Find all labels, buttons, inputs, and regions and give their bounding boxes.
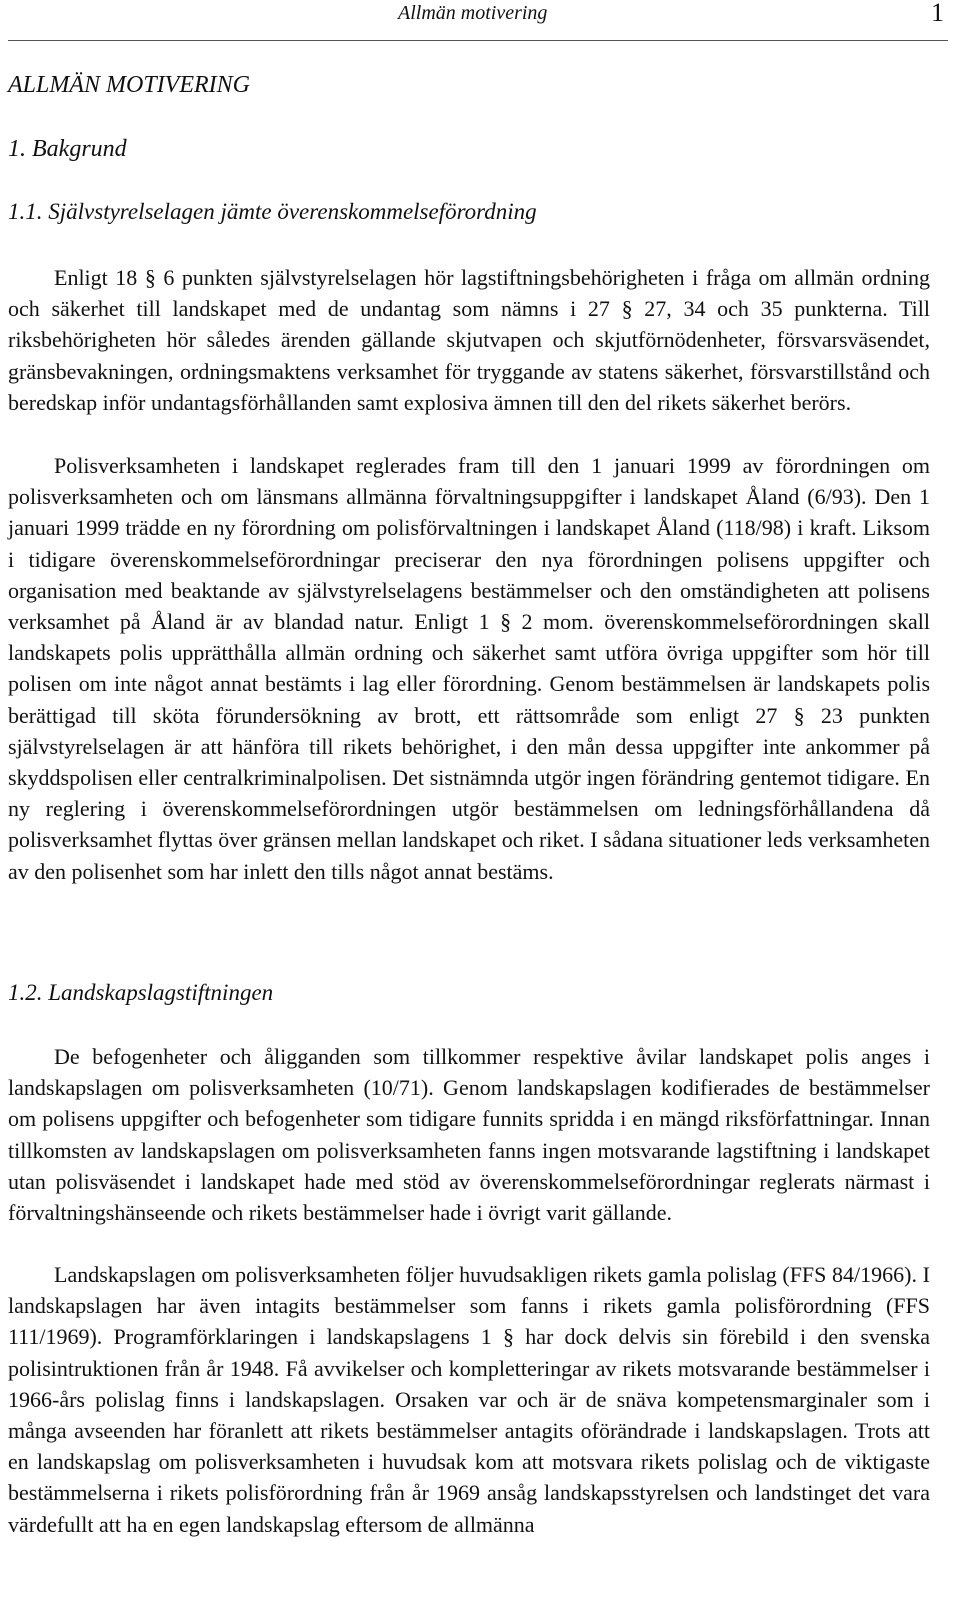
subsection-heading-2: 1.2. Landskapslagstiftningen <box>8 980 274 1005</box>
section-heading: 1. Bakgrund <box>8 136 127 162</box>
paragraph: Enligt 18 § 6 punkten självstyrelselagen hör lagstiftningsbehörigheten i fråga om allmän ordning och säkerhet till landskapet med de undantag som nämns i 27 § 27, 34 och 35 punkterna. Till riksbehörigheten hör således ärenden gällande skjutvapen och skjutförnödenheter, försvarsväsendet, gränsbevakningen, ordningsmaktens verksamhet för tryggande av statens säkerhet, försvarstillstånd och beredskap inför undantagsförhållanden samt explosiva ämnen till den del rikets säkerhet berörs. <box>8 265 930 415</box>
subsection-heading-1: 1.1. Självstyrelselagen jämte överenskommelseförordning <box>8 199 537 224</box>
running-title: Allmän motivering <box>398 2 548 24</box>
paragraph: Polisverksamheten i landskapet reglerades fram till den 1 januari 1999 av förordningen om polisverksamheten och om länsmans allmänna förvaltningsuppgifter i landskapet Åland (6/93). Den 1 januari 1999 trädde en ny förordning om polisförvaltningen i landskapet Åland (118/98) i kraft. Liksom i tidigare överenskommelseförordningar preciserar den nya förordningen polisens uppgifter och organisation med beaktande av självstyrelselagens bestämmelser och den omständigheten att polisens verksamhet på Åland är av blandad natur. Enligt 1 § 2 mom. överenskommelseförordningen skall landskapets polis upprätthålla allmän ordning och säkerhet samt utföra övriga uppgifter som hör till polisen om inte något annat bestämts i lag eller förordning. Genom bestämmelsen är landskapets polis berättigad till sköta förundersökning av brott, ett rättsområde som enligt 27 § 23 punkten självstyrelselagen är att hänföra till rikets behörighet, i den mån dessa uppgifter inte ankommer på skyddspolisen eller centralkriminalpolisen. Det sistnämnda utgör ingen förändring gentemot tidigare. En ny reglering i överenskommelseförordningen utgör bestämmelsen om ledningsförhållandena då polisverksamhet flyttas över gränsen mellan landskapet och riket. I sådana situationer leds verksamheten av den polisenhet som har inlett den tills något annat bestäms. <box>8 453 930 884</box>
paragraph: De befogenheter och åligganden som tillkommer respektive åvilar landskapet polis anges i landskapslagen om polisverksamheten (10/71). Genom landskapslagen kodifierades de bestämmelser om polisens uppgifter och befogenheter som tidigare funnits spridda i en mängd riksförfattningar. Innan tillkomsten av landskapslagen om polisverksamheten fanns ingen motsvarande lagstiftning i landskapet utan polisväsendet i landskapet hade med stöd av överenskommelseförordningar reglerats närmast i förvaltningshänseende och rikets bestämmelser hade i övrigt varit gällande. <box>8 1044 930 1226</box>
paragraph: Landskapslagen om polisverksamheten följer huvudsakligen rikets gamla polislag (FFS 84/1966). I landskapslagen har även intagits bestämmelser som fanns i rikets gamla polisförordning (FFS 111/1969). Programförklaringen i landskapslagens 1 § har dock delvis sin förebild i den svenska polisintruktionen från år 1948. Få avvikelser och kompletteringar av rikets motsvarande bestämmelser i 1966-års polislag finns i landskapslagen. Orsaken var och är de snäva kompetensmarginaler som i många avseenden har föranlett att rikets bestämmelser antagits oförändrade i landskapslagen. Trots att en landskapslag om polisverksamheten i huvudsak kom att motsvara rikets polislag och de viktigaste bestämmelserna i rikets polisförordning från år 1969 ansåg landskapsstyrelsen och landstinget det vara värdefullt att ha en egen landskapslag eftersom de allmänna <box>8 1262 930 1537</box>
page-number: 1 <box>931 0 944 27</box>
main-heading: ALLMÄN MOTIVERING <box>8 72 250 98</box>
running-header <box>8 0 948 41</box>
